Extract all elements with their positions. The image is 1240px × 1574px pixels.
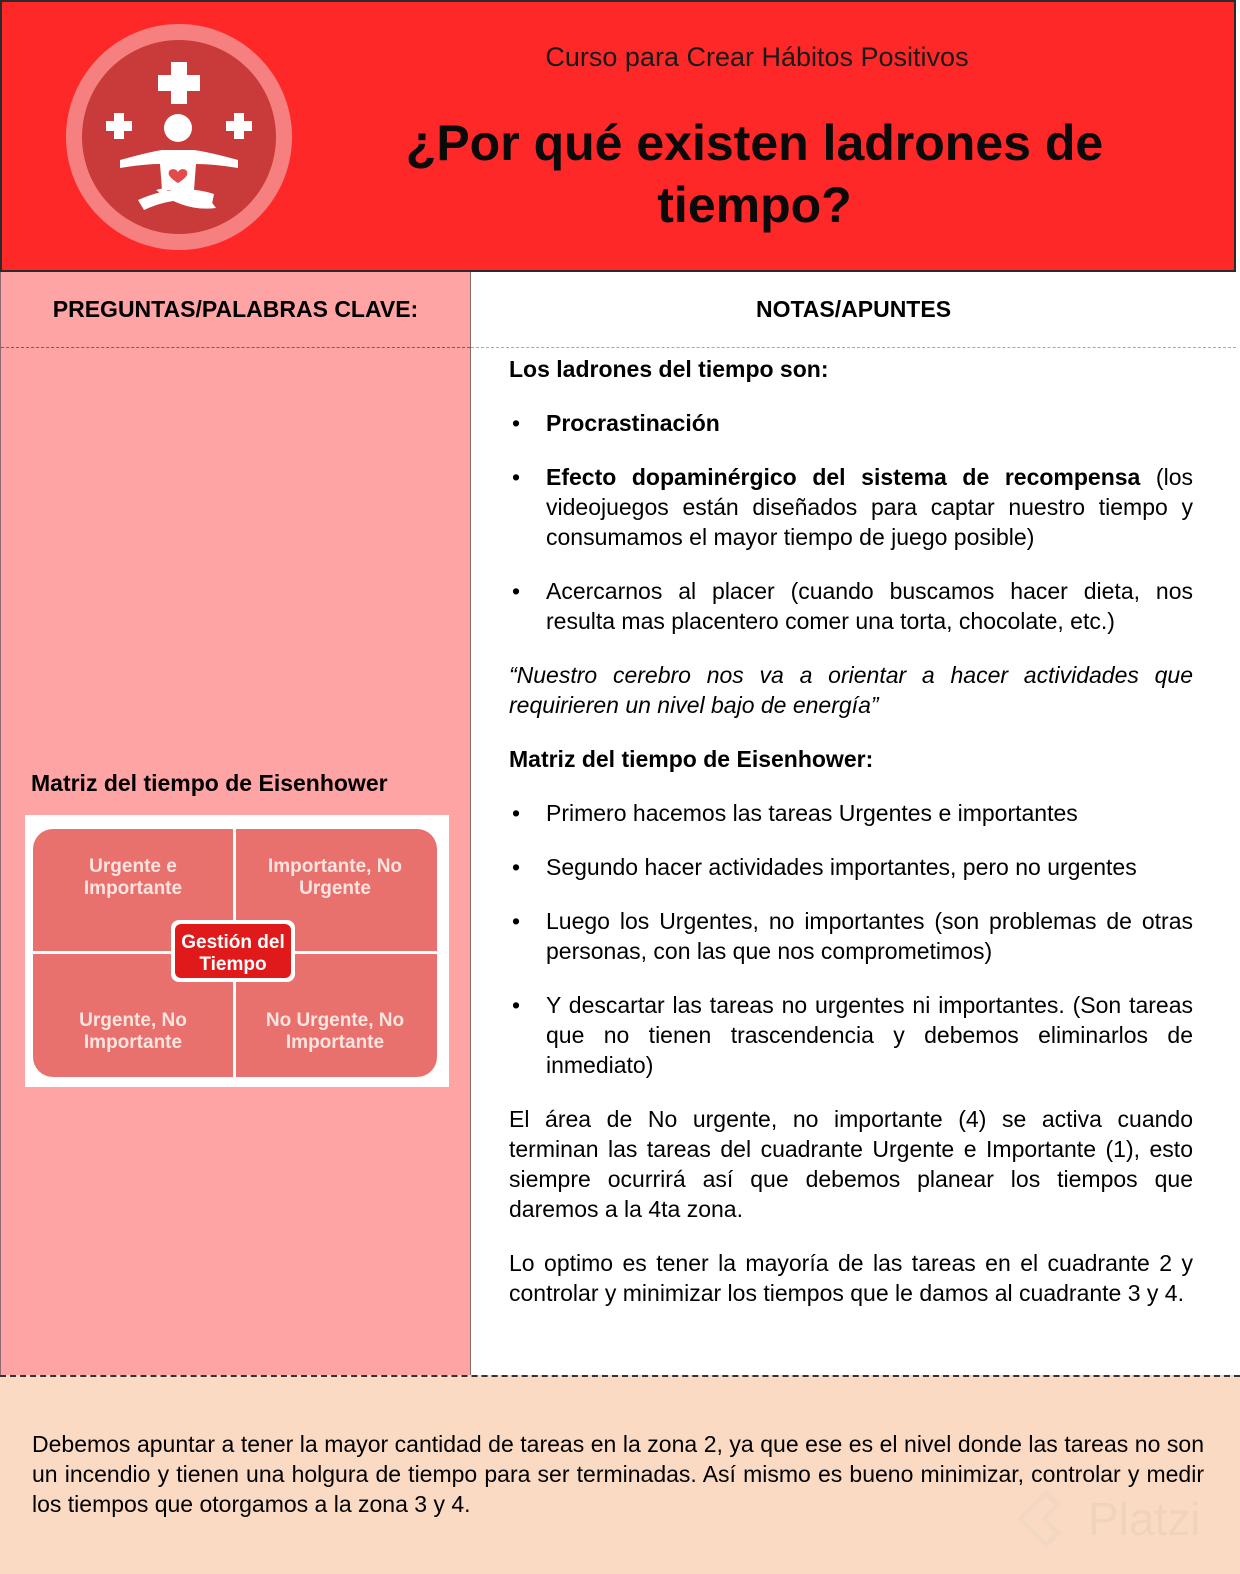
list-item-text: Primero hacemos las tareas Urgentes e importantes — [546, 800, 1078, 826]
bullet-icon: • — [511, 854, 521, 880]
keywords-column — [0, 272, 471, 1376]
matrix-q4-label: No Urgente, No — [265, 1010, 405, 1031]
matrix-center-label: Gestión del — [181, 932, 285, 953]
keywords-heading: PREGUNTAS/PALABRAS CLAVE: — [1, 272, 470, 348]
list-item — [509, 852, 1193, 882]
matrix-q3-label: Importante — [83, 1032, 183, 1053]
bullet-icon: • — [511, 992, 521, 1018]
matrix-heading: Matriz del tiempo de Eisenhower: — [509, 746, 874, 772]
list-item-text: Y descartar las tareas no urgentes ni importantes. (Son tareas que no tienen trascendencia y debemos eliminarlos de inmediato) — [546, 992, 1193, 1078]
list-item — [509, 990, 1193, 1080]
matrix-q4-label: Importante — [285, 1032, 385, 1053]
page-title-line: tiempo? — [657, 177, 852, 233]
list-item-text: Luego los Urgentes, no importantes (son problemas de otras personas, con las que nos comprometimos) — [546, 908, 1193, 964]
watermark-text: Platzi — [1088, 1493, 1201, 1545]
eisenhower-matrix-image — [25, 815, 449, 1087]
summary-text: Debemos apuntar a tener la mayor cantidad de tareas en la zona 2, ya que ese es el nivel donde las tareas no son un incendio y tienen una holgura de tiempo para ser terminadas. Así mismo es bueno minimizar, controlar y medir los tiempos que otorgamos a la zona 3 y 4. — [32, 1431, 1204, 1517]
matrix-center-label: Tiempo — [199, 954, 267, 975]
notes-column — [471, 272, 1236, 1376]
thieves-list — [509, 408, 1193, 636]
matrix-q2-label: Urgente — [299, 878, 371, 899]
list-item — [509, 906, 1193, 966]
list-item-text: (los videojuegos están diseñados para captar nuestro tiempo y consumamos el mayor tiempo de juego posible) — [546, 464, 1193, 550]
bullet-icon: • — [511, 800, 521, 826]
matrix-list — [509, 798, 1193, 1080]
quote: “Nuestro cerebro nos va a orientar a hacer actividades que requirieren un nivel bajo de energía” — [509, 662, 1193, 718]
bullet-icon: • — [511, 464, 521, 490]
notes-body — [509, 354, 1193, 1332]
course-title: Curso para Crear Hábitos Positivos — [545, 42, 969, 72]
list-item-text: Segundo hacer actividades importantes, pero no urgentes — [546, 854, 1137, 880]
matrix-q1-label: Importante — [83, 878, 183, 899]
page-title-line: ¿Por qué existen ladrones de — [405, 115, 1104, 171]
matrix-keyword: Matriz del tiempo de Eisenhower — [31, 770, 388, 796]
matrix-q3-label: Urgente, No — [79, 1010, 187, 1031]
matrix-q2-label: Importante, No — [267, 856, 403, 877]
list-item — [509, 408, 1193, 438]
list-item — [509, 576, 1193, 636]
page-title — [382, 112, 1127, 236]
wellness-logo-icon — [64, 22, 294, 252]
platzi-watermark-icon — [1012, 1485, 1232, 1555]
bullet-icon: • — [511, 908, 521, 934]
notes-paragraph: Lo optimo es tener la mayoría de las tareas en el cuadrante 2 y controlar y minimizar los tiempos que le damos al cuadrante 3 y 4. — [509, 1250, 1193, 1306]
header-banner — [0, 0, 1236, 272]
bullet-icon: • — [511, 410, 521, 436]
notes-intro: Los ladrones del tiempo son: — [509, 356, 829, 382]
summary-section — [0, 1375, 1240, 1574]
notes-heading: NOTAS/APUNTES — [471, 272, 1236, 348]
matrix-q1-label: Urgente e — [89, 856, 177, 877]
list-item — [509, 798, 1193, 828]
list-item-text: Efecto dopaminérgico del sistema de recompensa — [546, 464, 1141, 490]
list-item — [509, 462, 1193, 552]
list-item-text: Procrastinación — [546, 410, 720, 436]
eisenhower-matrix-graphic — [25, 815, 449, 1087]
list-item-text: Acercarnos al placer (cuando buscamos hacer dieta, nos resulta mas placentero comer una torta, chocolate, etc.) — [546, 578, 1193, 634]
notes-paragraph: El área de No urgente, no importante (4) se activa cuando terminan las tareas del cuadrante Urgente e Importante (1), esto siempre ocurrirá así que debemos planear los tiempos que daremos a la 4ta zona. — [509, 1106, 1193, 1222]
bullet-icon: • — [511, 578, 521, 604]
